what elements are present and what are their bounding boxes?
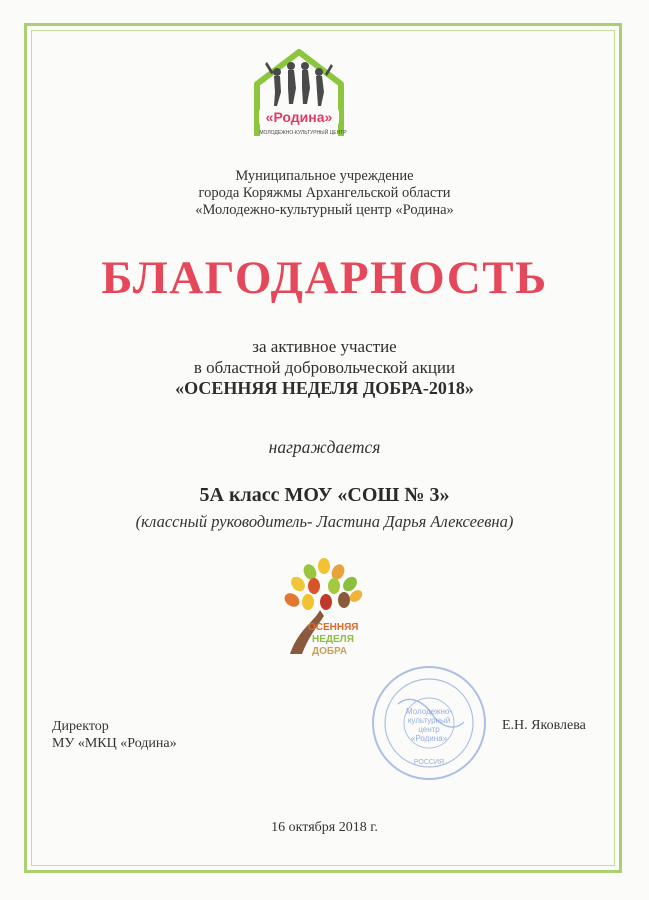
org-line-3: «Молодежно-культурный центр «Родина» [195, 202, 454, 218]
tree-logo-line-2: НЕДЕЛЯ [312, 634, 354, 645]
awarded-label: награждается [268, 437, 381, 457]
director-block [52, 718, 177, 752]
stamp-line-1: Молодежно- [406, 707, 452, 716]
tree-leaves-icon [282, 558, 365, 610]
logo-brand-text: «Родина» [265, 109, 333, 125]
logo-subtitle-text: МОЛОДЕЖНО-КУЛЬТУРНЫЙ ЦЕНТР [259, 130, 347, 136]
campaign-name: «ОСЕННЯЯ НЕДЕЛЯ ДОБРА-2018» [175, 378, 474, 398]
director-org: МУ «МКЦ «Родина» [52, 736, 177, 751]
issue-date: 16 октября 2018 г. [271, 820, 378, 835]
director-name: Е.Н. Яковлева [502, 718, 586, 733]
org-line-2: города Коряжмы Архангельской области [198, 185, 451, 201]
tree-logo-line-1: ОСЕННЯЯ [308, 622, 359, 633]
reason-line-1: за активное участие [252, 337, 397, 356]
stamp-bottom: РОССИЯ [413, 759, 445, 766]
rodina-house-logo [243, 46, 355, 142]
stamp-line-2: культурный [407, 716, 451, 725]
reason-block [0, 336, 649, 399]
reason-line-2: в областной добровольческой акции [193, 358, 456, 377]
recipient-name: 5А класс МОУ «СОШ № 3» [199, 484, 450, 506]
teacher-note: (классный руководитель- Ластина Дарья Алексеевна) [135, 512, 514, 531]
tree-logo-line-3: ДОБРА [312, 646, 348, 657]
organization-block [0, 168, 649, 219]
stamp-line-4: «Родина» [410, 734, 448, 743]
stamp-line-3: центр [418, 725, 440, 734]
certificate-title: БЛАГОДАРНОСТЬ [101, 252, 548, 304]
org-line-1: Муниципальное учреждение [235, 168, 414, 184]
round-seal-stamp [370, 664, 488, 782]
director-role: Директор [52, 719, 109, 734]
autumn-week-tree-logo [268, 556, 380, 664]
